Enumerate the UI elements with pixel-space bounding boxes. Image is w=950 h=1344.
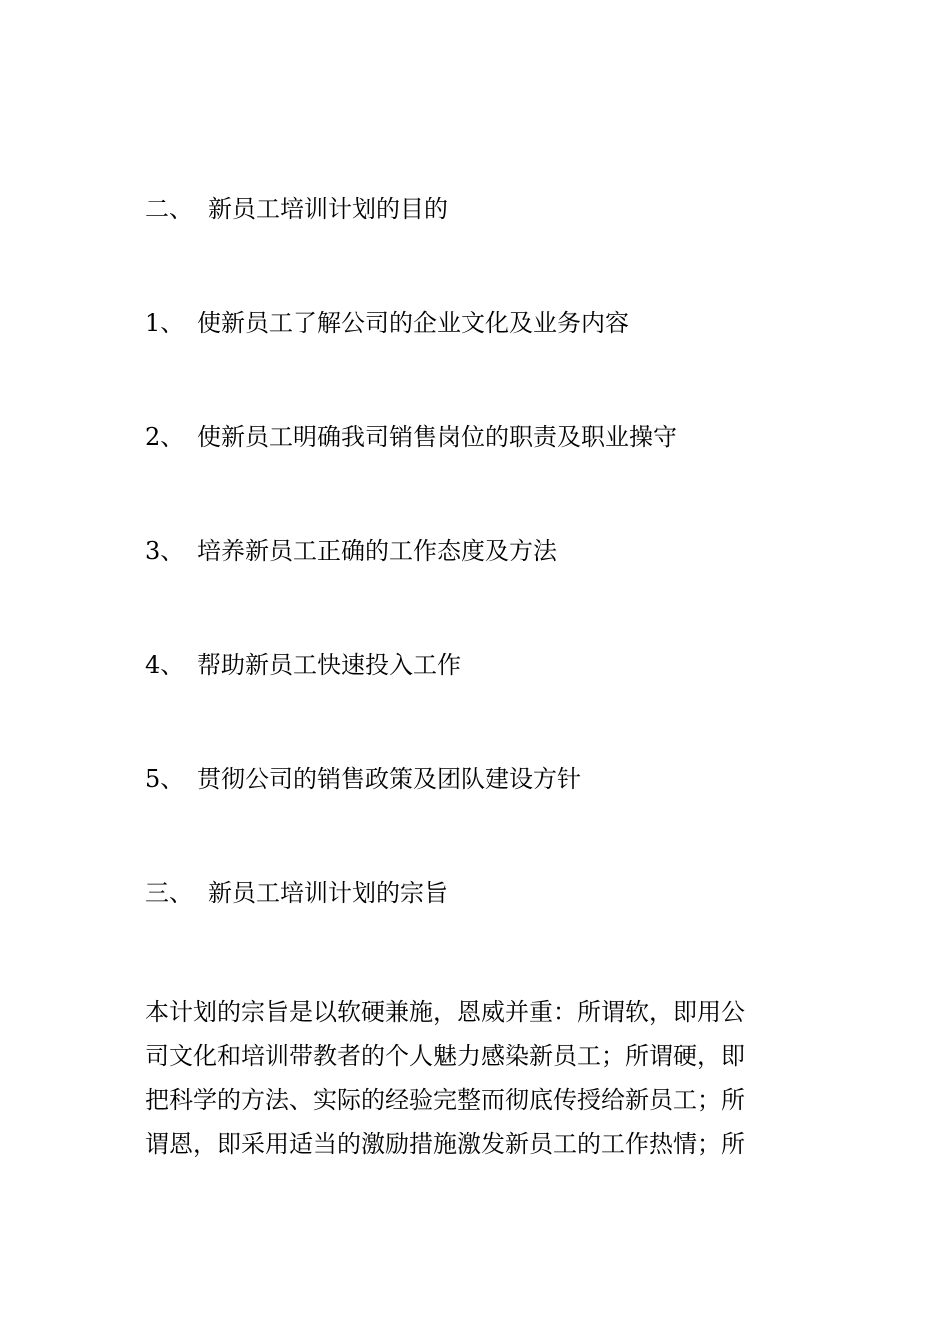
list-item-number: 5、 — [145, 765, 185, 793]
list-item — [145, 650, 461, 680]
section-heading-tenet — [145, 878, 448, 908]
list-item-text: 培养新员工正确的工作态度及方法 — [197, 537, 557, 565]
section-number: 二、 — [145, 195, 193, 223]
paragraph-line: 司文化和培训带教者的个人魅力感染新员工；所谓硬，即 — [145, 1042, 745, 1070]
tenet-paragraph — [145, 990, 805, 1166]
list-item — [145, 422, 677, 452]
section-title: 新员工培训计划的宗旨 — [208, 879, 448, 907]
list-item — [145, 764, 581, 794]
list-item-number: 2、 — [145, 423, 185, 451]
list-item-number: 3、 — [145, 537, 185, 565]
section-title: 新员工培训计划的目的 — [208, 195, 448, 223]
section-heading-purpose — [145, 194, 448, 224]
list-item — [145, 536, 557, 566]
list-item-number: 4、 — [145, 651, 185, 679]
paragraph-line: 把科学的方法、实际的经验完整而彻底传授给新员工；所 — [145, 1086, 745, 1114]
list-item-text: 使新员工明确我司销售岗位的职责及职业操守 — [197, 423, 677, 451]
list-item-number: 1、 — [145, 309, 185, 337]
list-item-text: 使新员工了解公司的企业文化及业务内容 — [197, 309, 629, 337]
section-number: 三、 — [145, 879, 193, 907]
paragraph-line: 本计划的宗旨是以软硬兼施，恩威并重：所谓软，即用公 — [145, 998, 745, 1026]
list-item-text: 贯彻公司的销售政策及团队建设方针 — [197, 765, 581, 793]
list-item — [145, 308, 629, 338]
paragraph-line: 谓恩，即采用适当的激励措施激发新员工的工作热情；所 — [145, 1130, 745, 1158]
list-item-text: 帮助新员工快速投入工作 — [197, 651, 461, 679]
